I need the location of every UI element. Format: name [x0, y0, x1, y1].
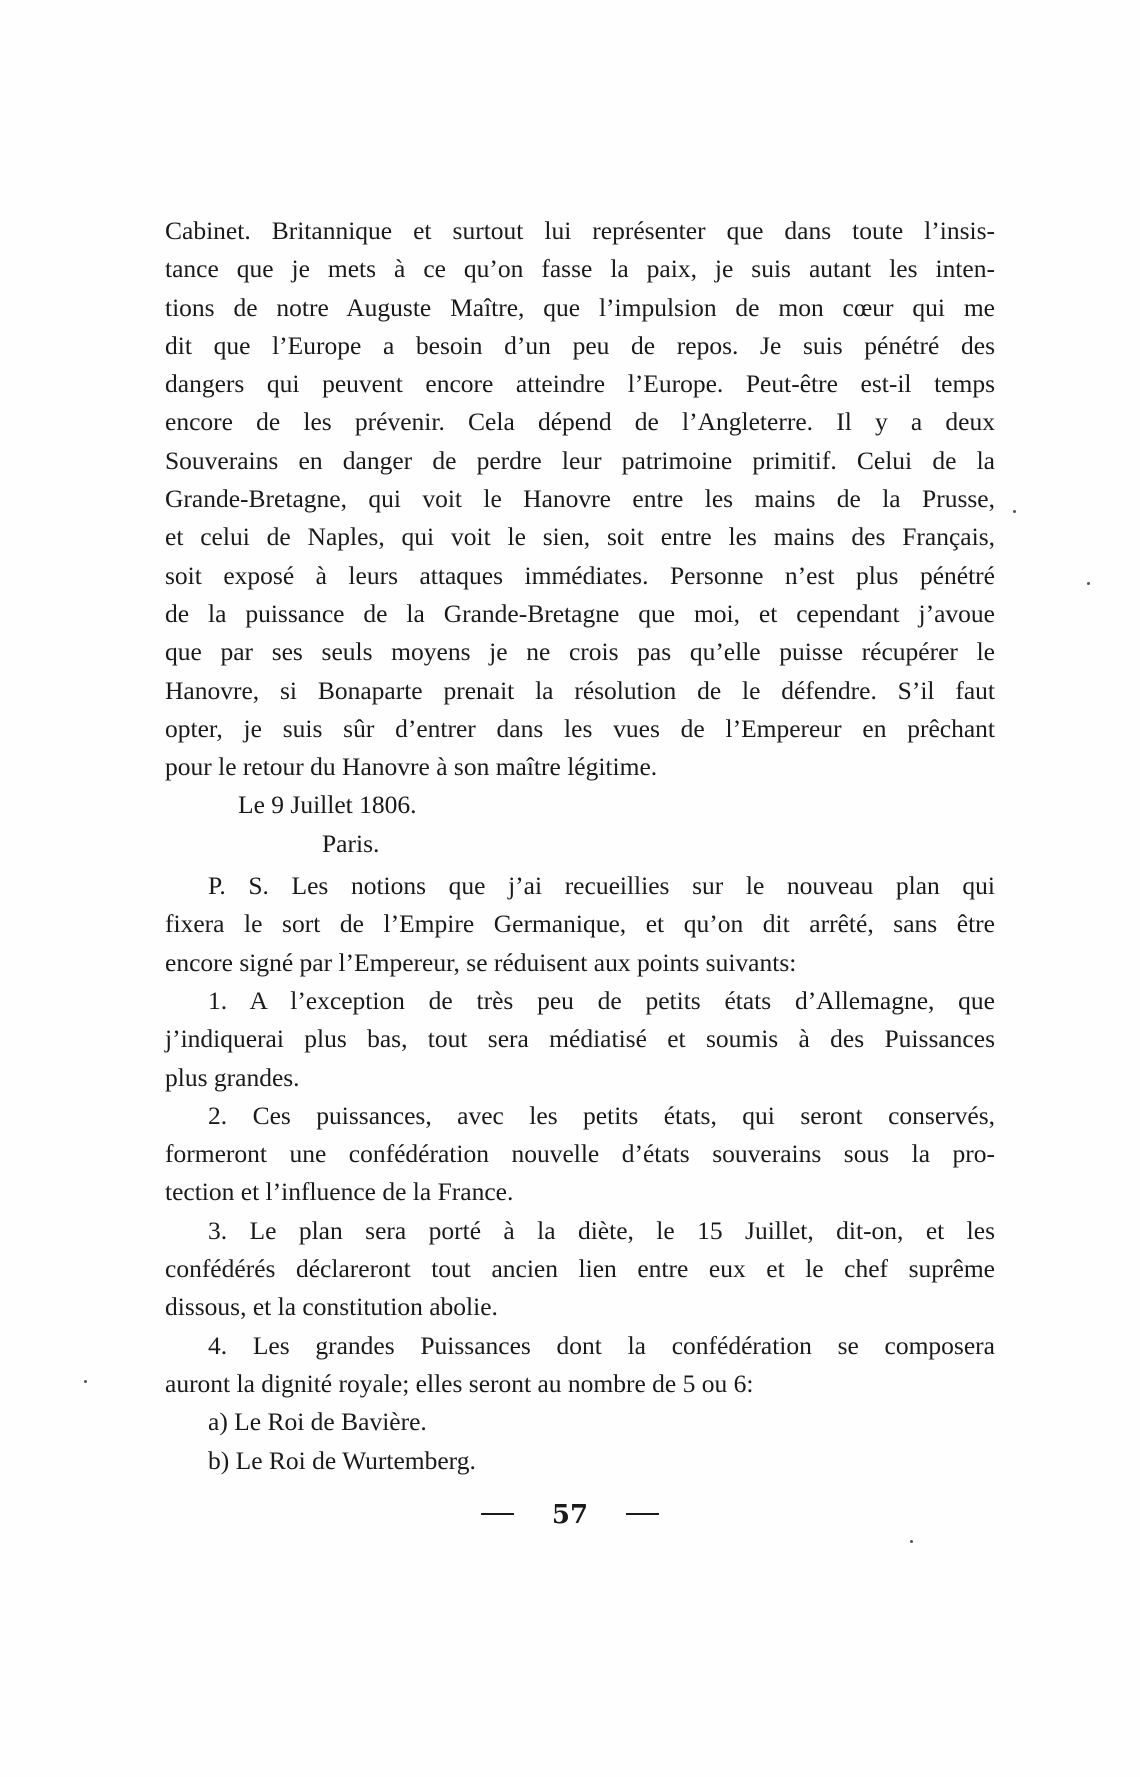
text-line: plus grandes.	[165, 1062, 300, 1092]
text-line: dit que l’Europe a besoin d’un peu de repos. Je suis pénétré des	[165, 330, 995, 360]
text-line: encore signé par l’Empereur, se réduisent aux points suivants:	[165, 947, 797, 977]
text-line: Cabinet. Britannique et surtout lui représenter que dans toute l’insis-	[165, 216, 995, 245]
sub-item-list	[165, 1403, 995, 1480]
postscript	[165, 867, 995, 982]
text-line: tance que je mets à ce qu’on fasse la paix, je suis autant les inten-	[165, 254, 995, 284]
text-line: j’indiquerai plus bas, tout sera médiatisé et soumis à des Puissances	[165, 1024, 995, 1054]
text-line: de la puissance de la Grande-Bretagne que moi, et cependant j’avoue	[165, 598, 995, 628]
text-line: soit exposé à leurs attaques immédiates. Personne n’est plus pénétré	[165, 560, 995, 590]
page-number: 57	[551, 1500, 589, 1530]
scan-speck	[1087, 582, 1090, 585]
text-line: 2. Ces puissances, avec les petits états, qui seront conservés,	[208, 1100, 995, 1130]
text-line: 1. A l’exception de très peu de petits états d’Allemagne, que	[208, 985, 995, 1015]
text-line: pour le retour du Hanovre à son maître légitime.	[165, 752, 658, 782]
text-line: et celui de Naples, qui voit le sien, soit entre les mains des Français,	[165, 522, 995, 552]
numbered-point	[165, 1097, 995, 1212]
text-line: formeront une confédération nouvelle d’états souverains sous la pro-	[165, 1139, 995, 1169]
text-line: que par ses seuls moyens je ne crois pas qu’elle puisse récupérer le	[165, 637, 995, 667]
scan-speck	[910, 1540, 913, 1543]
letter-date: Le 9 Juillet 1806.	[238, 790, 417, 820]
numbered-point	[165, 982, 995, 1097]
text-line: tection et l’influence de la France.	[165, 1177, 514, 1207]
numbered-point	[165, 1212, 995, 1327]
scan-speck	[84, 1380, 87, 1383]
sub-item: b) Le Roi de Wurtemberg.	[208, 1445, 476, 1475]
sub-item: a) Le Roi de Bavière.	[208, 1407, 427, 1437]
text-line: Grande-Bretagne, qui voit le Hanovre entre les mains de la Prusse,	[165, 484, 995, 514]
text-line: 4. Les grandes Puissances dont la confédération se composera	[208, 1330, 995, 1360]
text-line: Souverains en danger de perdre leur patrimoine primitif. Celui de la	[165, 445, 995, 475]
scan-speck	[1013, 510, 1016, 513]
page-footer	[0, 1500, 1140, 1530]
page-body	[165, 212, 995, 1480]
text-line: Hanovre, si Bonaparte prenait la résolution de le défendre. S’il faut	[165, 675, 995, 705]
text-line: tions de notre Auguste Maître, que l’impulsion de mon cœur qui me	[165, 292, 995, 322]
numbered-point	[165, 1327, 995, 1404]
text-line: dangers qui peuvent encore atteindre l’Europe. Peut-être est-il temps	[165, 369, 995, 399]
footer-dash-right	[626, 1513, 659, 1515]
main-paragraph	[165, 212, 995, 786]
letter-place: Paris.	[322, 828, 380, 858]
text-line: fixera le sort de l’Empire Germanique, et qu’on dit arrêté, sans être	[165, 909, 995, 939]
text-line: auront la dignité royale; elles seront au nombre de 5 ou 6:	[165, 1368, 754, 1398]
text-line: 3. Le plan sera porté à la diète, le 15 Juillet, dit-on, et les	[208, 1215, 995, 1245]
text-line: P. S. Les notions que j’ai recueillies sur le nouveau plan qui	[208, 871, 995, 901]
text-line: opter, je suis sûr d’entrer dans les vues de l’Empereur en prêchant	[165, 713, 995, 743]
text-line: encore de les prévenir. Cela dépend de l’Angleterre. Il y a deux	[165, 407, 995, 437]
footer-dash-left	[481, 1513, 514, 1515]
text-line: dissous, et la constitution abolie.	[165, 1292, 498, 1322]
text-line: confédérés déclareront tout ancien lien entre eux et le chef suprême	[165, 1254, 995, 1284]
